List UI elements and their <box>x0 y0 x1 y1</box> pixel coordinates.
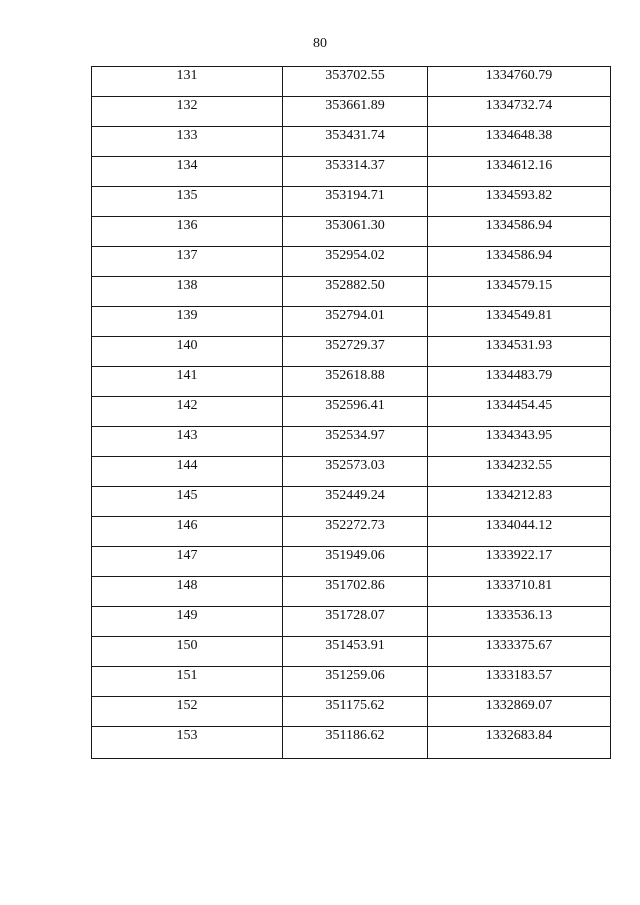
point-number-cell: 143 <box>92 427 283 457</box>
y-coordinate-cell: 1334732.74 <box>428 97 611 127</box>
table-row <box>92 337 611 367</box>
table-row <box>92 697 611 727</box>
x-coordinate-cell: 351728.07 <box>283 607 428 637</box>
table-row <box>92 127 611 157</box>
point-number-cell: 150 <box>92 637 283 667</box>
x-coordinate-cell: 353061.30 <box>283 217 428 247</box>
table-row <box>92 187 611 217</box>
point-number-cell: 147 <box>92 547 283 577</box>
y-coordinate-cell: 1334454.45 <box>428 397 611 427</box>
point-number-cell: 136 <box>92 217 283 247</box>
point-number-cell: 142 <box>92 397 283 427</box>
table-row <box>92 157 611 187</box>
point-number-cell: 153 <box>92 727 283 759</box>
y-coordinate-cell: 1333710.81 <box>428 577 611 607</box>
table-row <box>92 727 611 759</box>
point-number-cell: 133 <box>92 127 283 157</box>
y-coordinate-cell: 1334586.94 <box>428 217 611 247</box>
x-coordinate-cell: 352794.01 <box>283 307 428 337</box>
point-number-cell: 140 <box>92 337 283 367</box>
table-body <box>92 67 611 759</box>
y-coordinate-cell: 1334760.79 <box>428 67 611 97</box>
point-number-cell: 131 <box>92 67 283 97</box>
y-coordinate-cell: 1334579.15 <box>428 277 611 307</box>
y-coordinate-cell: 1334648.38 <box>428 127 611 157</box>
x-coordinate-cell: 352618.88 <box>283 367 428 397</box>
point-number-cell: 137 <box>92 247 283 277</box>
x-coordinate-cell: 353661.89 <box>283 97 428 127</box>
point-number-cell: 132 <box>92 97 283 127</box>
x-coordinate-cell: 353194.71 <box>283 187 428 217</box>
y-coordinate-cell: 1334044.12 <box>428 517 611 547</box>
x-coordinate-cell: 353431.74 <box>283 127 428 157</box>
table-row <box>92 457 611 487</box>
x-coordinate-cell: 352573.03 <box>283 457 428 487</box>
point-number-cell: 134 <box>92 157 283 187</box>
coordinates-table <box>91 66 611 759</box>
x-coordinate-cell: 351702.86 <box>283 577 428 607</box>
x-coordinate-cell: 353314.37 <box>283 157 428 187</box>
x-coordinate-cell: 352449.24 <box>283 487 428 517</box>
table-row <box>92 397 611 427</box>
table-row <box>92 277 611 307</box>
table-row <box>92 667 611 697</box>
table-row <box>92 247 611 277</box>
point-number-cell: 144 <box>92 457 283 487</box>
point-number-cell: 148 <box>92 577 283 607</box>
table-row <box>92 307 611 337</box>
y-coordinate-cell: 1334343.95 <box>428 427 611 457</box>
x-coordinate-cell: 351453.91 <box>283 637 428 667</box>
table-row <box>92 607 611 637</box>
table-row <box>92 637 611 667</box>
point-number-cell: 151 <box>92 667 283 697</box>
x-coordinate-cell: 352954.02 <box>283 247 428 277</box>
y-coordinate-cell: 1334593.82 <box>428 187 611 217</box>
y-coordinate-cell: 1334212.83 <box>428 487 611 517</box>
y-coordinate-cell: 1333375.67 <box>428 637 611 667</box>
table-row <box>92 427 611 457</box>
x-coordinate-cell: 351186.62 <box>283 727 428 759</box>
y-coordinate-cell: 1333536.13 <box>428 607 611 637</box>
point-number-cell: 139 <box>92 307 283 337</box>
y-coordinate-cell: 1332683.84 <box>428 727 611 759</box>
y-coordinate-cell: 1333183.57 <box>428 667 611 697</box>
x-coordinate-cell: 352882.50 <box>283 277 428 307</box>
x-coordinate-cell: 352729.37 <box>283 337 428 367</box>
x-coordinate-cell: 351949.06 <box>283 547 428 577</box>
y-coordinate-cell: 1334612.16 <box>428 157 611 187</box>
y-coordinate-cell: 1334531.93 <box>428 337 611 367</box>
table-row <box>92 97 611 127</box>
table-row <box>92 367 611 397</box>
page-number: 80 <box>313 36 327 51</box>
x-coordinate-cell: 352272.73 <box>283 517 428 547</box>
y-coordinate-cell: 1334586.94 <box>428 247 611 277</box>
point-number-cell: 135 <box>92 187 283 217</box>
y-coordinate-cell: 1333922.17 <box>428 547 611 577</box>
point-number-cell: 138 <box>92 277 283 307</box>
table-row <box>92 217 611 247</box>
x-coordinate-cell: 352534.97 <box>283 427 428 457</box>
table-row <box>92 577 611 607</box>
point-number-cell: 145 <box>92 487 283 517</box>
table-row <box>92 547 611 577</box>
y-coordinate-cell: 1334483.79 <box>428 367 611 397</box>
x-coordinate-cell: 351175.62 <box>283 697 428 727</box>
point-number-cell: 141 <box>92 367 283 397</box>
y-coordinate-cell: 1332869.07 <box>428 697 611 727</box>
table-row <box>92 67 611 97</box>
point-number-cell: 146 <box>92 517 283 547</box>
point-number-cell: 149 <box>92 607 283 637</box>
point-number-cell: 152 <box>92 697 283 727</box>
x-coordinate-cell: 351259.06 <box>283 667 428 697</box>
x-coordinate-cell: 352596.41 <box>283 397 428 427</box>
x-coordinate-cell: 353702.55 <box>283 67 428 97</box>
table-row <box>92 517 611 547</box>
y-coordinate-cell: 1334232.55 <box>428 457 611 487</box>
y-coordinate-cell: 1334549.81 <box>428 307 611 337</box>
table-row <box>92 487 611 517</box>
